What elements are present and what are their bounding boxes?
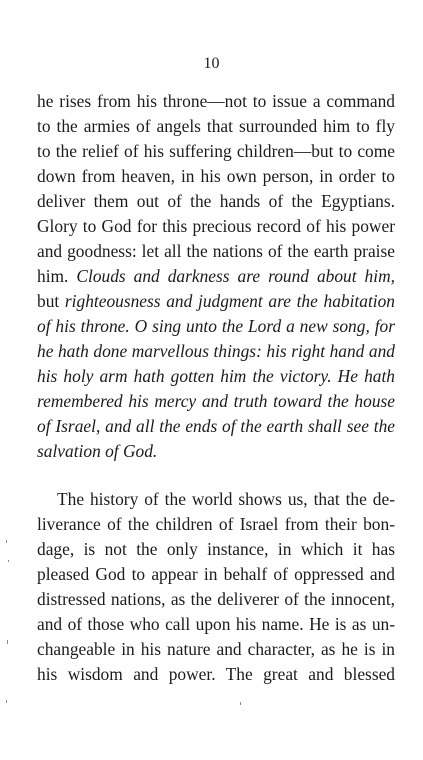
text-line [37, 389, 395, 414]
text-line [37, 314, 395, 339]
text-line [37, 339, 395, 364]
text-run: down from heaven, in his own person, in order to [37, 166, 395, 186]
italic-text: righteousness and judgment are the habitation [64, 291, 395, 311]
text-run: pleased God to appear in behalf of oppressed and [37, 564, 395, 584]
text-run: he rises from his throne—not to issue a command [37, 91, 395, 111]
text-run: and goodness: let all the nations of the earth praise [37, 241, 395, 261]
text-line [57, 487, 395, 512]
margin-speck [240, 702, 241, 705]
text-run: Glory to God for this precious record of his power [37, 216, 395, 236]
text-line [37, 289, 395, 314]
text-run: his wisdom and power. The great and blessed [37, 664, 395, 684]
text-run: dage, is not the only instance, in which it has [37, 539, 395, 559]
italic-text: of his throne. O sing unto the Lord a new song, for [37, 316, 395, 336]
text-line [37, 512, 395, 537]
text-line [37, 364, 395, 389]
text-line [37, 662, 395, 687]
text-run: to the relief of his suffering children—but to come [37, 141, 395, 161]
text-run: changeable in his nature and character, as he is in [37, 639, 395, 659]
text-line [37, 414, 395, 439]
italic-text: remembered his mercy and truth toward the house [37, 391, 395, 411]
text-line [37, 612, 395, 637]
text-line [37, 89, 395, 114]
italic-text: Clouds and darkness are round about him, [76, 266, 395, 286]
italic-text: his holy arm hath gotten him the victory. He hath [37, 366, 395, 386]
text-line [37, 637, 395, 662]
text-line [37, 164, 395, 189]
text-run: to the armies of angels that surrounded him to fly [37, 116, 395, 136]
text-run: him. [37, 266, 77, 286]
page-number: 10 [203, 55, 220, 72]
text-run: distressed nations, as the deliverer of the innocent, [37, 589, 395, 609]
text-run: deliver them out of the hands of the Egyptians. [37, 191, 395, 211]
text-run: and of those who call upon his name. He is as un- [37, 614, 395, 634]
text-line [37, 587, 395, 612]
text-line [37, 239, 395, 264]
text-line [37, 264, 395, 289]
text-line [37, 139, 395, 164]
text-line [37, 537, 395, 562]
margin-speck [6, 540, 7, 543]
text-line [37, 189, 395, 214]
italic-text: salvation of God. [37, 441, 158, 461]
text-line [37, 439, 395, 464]
italic-text: he hath done marvellous things: his right hand and [37, 341, 395, 361]
text-line [37, 114, 395, 139]
margin-speck [8, 560, 9, 562]
margin-speck [7, 640, 8, 644]
italic-text: of Israel, and all the ends of the earth shall see the [37, 416, 395, 436]
text-line [37, 214, 395, 239]
margin-speck [6, 700, 7, 703]
text-run: liverance of the children of Israel from their bon- [37, 514, 395, 534]
text-line [37, 562, 395, 587]
text-run: but [37, 291, 65, 311]
text-run: The history of the world shows us, that the de- [57, 489, 395, 509]
